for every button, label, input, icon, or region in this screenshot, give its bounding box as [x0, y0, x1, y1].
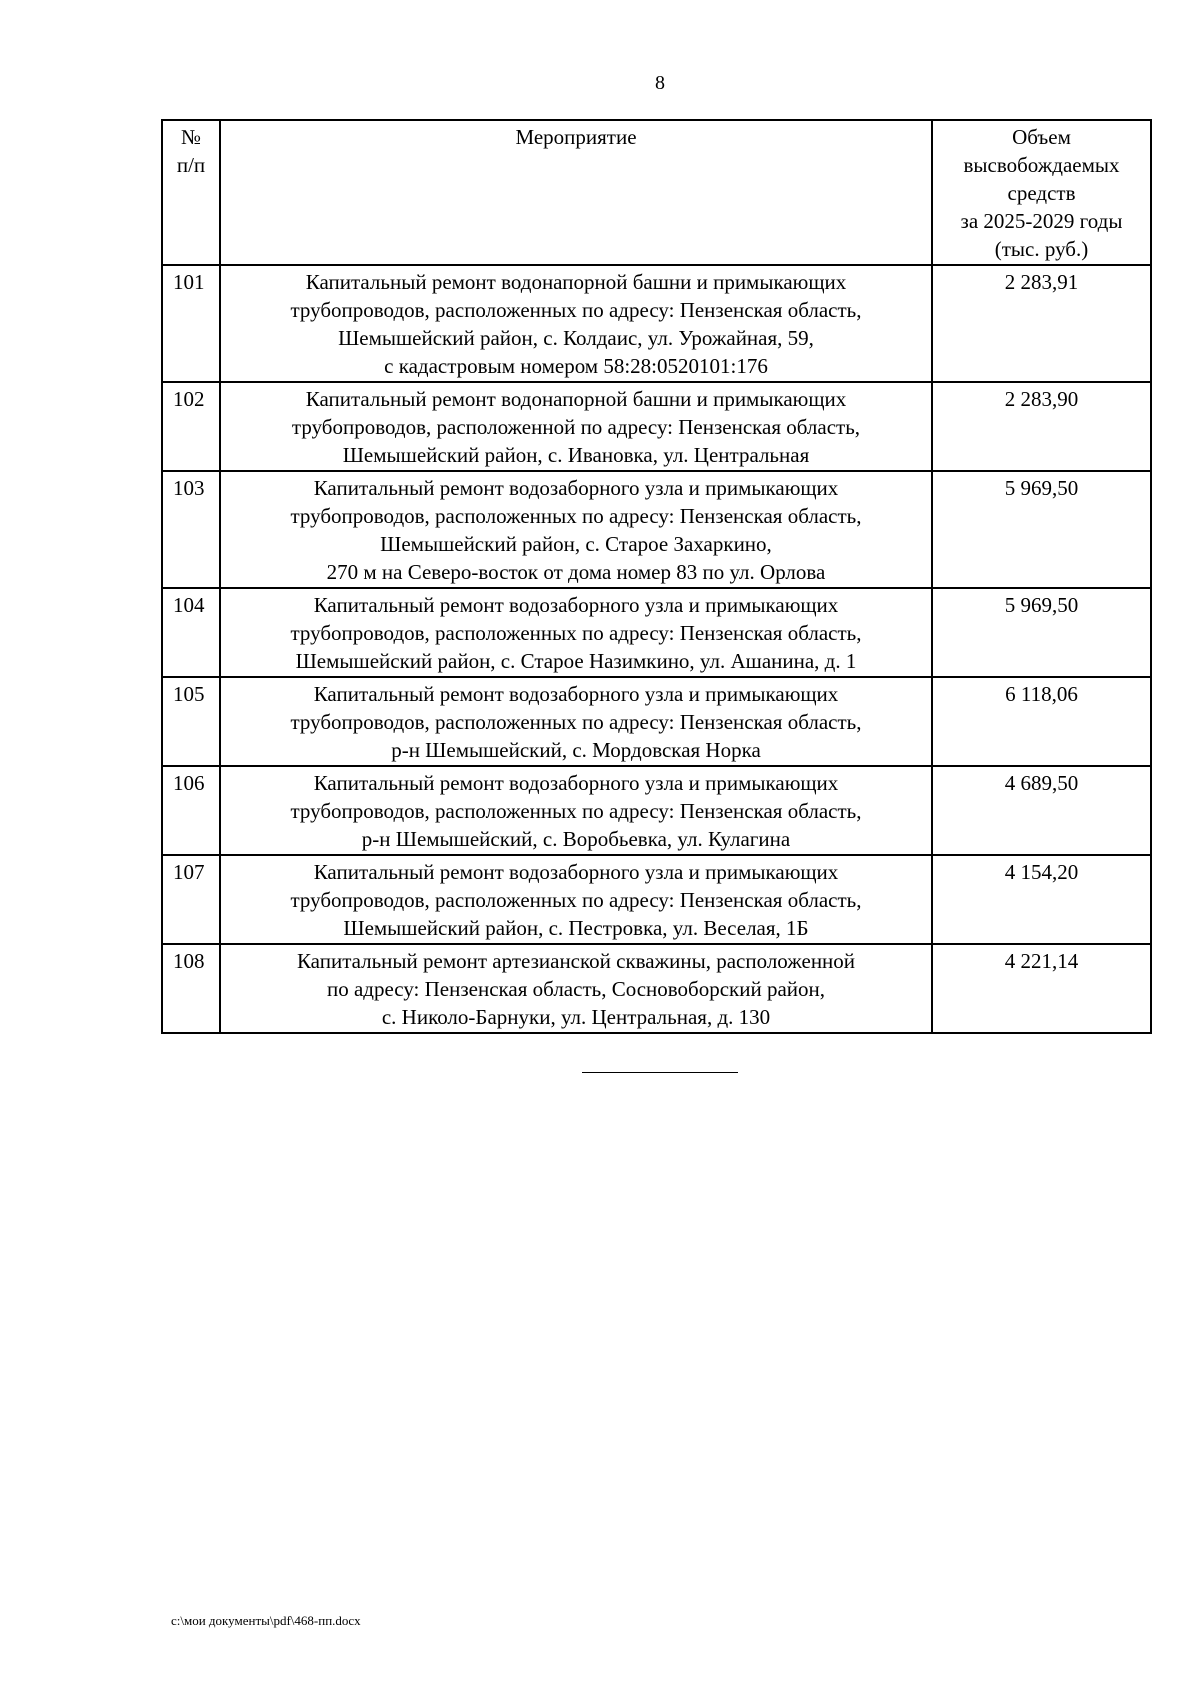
- measure-line: трубопроводов, расположенной по адресу: Пензенская область,: [291, 415, 861, 439]
- row-number: 104: [162, 588, 220, 677]
- header-volume-line: (тыс. руб.): [994, 237, 1089, 261]
- measure-line: Капитальный ремонт водозаборного узла и примыкающих: [313, 593, 839, 617]
- header-measure: Мероприятие: [220, 120, 932, 265]
- table-row: [162, 588, 1151, 677]
- table-row: [162, 855, 1151, 944]
- measure-line: Шемышейский район, с. Ивановка, ул. Центральная: [342, 443, 810, 467]
- measure-line: Шемышейский район, с. Старое Назимкино, ул. Ашанина, д. 1: [295, 649, 857, 673]
- measure-line: Шемышейский район, с. Старое Захаркино,: [380, 532, 772, 556]
- measure-line: Капитальный ремонт водозаборного узла и примыкающих: [313, 771, 839, 795]
- measure-line: р-н Шемышейский, с. Воробьевка, ул. Кулагина: [361, 827, 791, 851]
- measure-line: Капитальный ремонт водозаборного узла и примыкающих: [313, 682, 839, 706]
- measure-line: Капитальный ремонт артезианской скважины, расположенной: [296, 949, 856, 973]
- table-header-row: [162, 120, 1151, 265]
- header-volume: [932, 120, 1151, 265]
- row-volume: 4 221,14: [932, 944, 1151, 1033]
- row-measure: [220, 677, 932, 766]
- measure-line: р-н Шемышейский, с. Мордовская Норка: [391, 738, 761, 762]
- header-number-line: п/п: [176, 153, 206, 177]
- measure-line: с кадастровым номером 58:28:0520101:176: [384, 354, 768, 378]
- row-volume: 5 969,50: [932, 471, 1151, 588]
- measure-line: Шемышейский район, с. Пестровка, ул. Веселая, 1Б: [343, 916, 809, 940]
- row-measure: [220, 265, 932, 382]
- row-measure: [220, 588, 932, 677]
- header-volume-line: Объем: [1012, 125, 1071, 149]
- row-number: 107: [162, 855, 220, 944]
- row-volume: 5 969,50: [932, 588, 1151, 677]
- table-row: [162, 382, 1151, 471]
- page-number: 8: [655, 72, 665, 94]
- table-row: [162, 265, 1151, 382]
- table-row: [162, 471, 1151, 588]
- measure-line: трубопроводов, расположенных по адресу: Пензенская область,: [290, 710, 862, 734]
- measure-line: трубопроводов, расположенных по адресу: Пензенская область,: [290, 799, 862, 823]
- row-measure: [220, 944, 932, 1033]
- measure-line: по адресу: Пензенская область, Сосновоборский район,: [326, 977, 826, 1001]
- measure-line: с. Николо-Барнуки, ул. Центральная, д. 130: [381, 1005, 771, 1029]
- header-volume-line: за 2025-2029 годы: [960, 209, 1123, 233]
- row-volume: 2 283,91: [932, 265, 1151, 382]
- header-number: [162, 120, 220, 265]
- table-row: [162, 677, 1151, 766]
- table-row: [162, 766, 1151, 855]
- footer-file-path: c:\мои документы\pdf\468-пп.docx: [171, 1613, 361, 1628]
- measure-line: Капитальный ремонт водонапорной башни и примыкающих: [305, 270, 847, 294]
- row-measure: [220, 471, 932, 588]
- row-number: 105: [162, 677, 220, 766]
- row-volume: 4 689,50: [932, 766, 1151, 855]
- measure-line: трубопроводов, расположенных по адресу: Пензенская область,: [290, 504, 862, 528]
- measure-line: Шемышейский район, с. Колдаис, ул. Урожайная, 59,: [338, 326, 814, 350]
- header-volume-line: высвобождаемых: [963, 153, 1120, 177]
- row-number: 106: [162, 766, 220, 855]
- measure-line: 270 м на Северо-восток от дома номер 83 по ул. Орлова: [326, 560, 826, 584]
- row-volume: 2 283,90: [932, 382, 1151, 471]
- row-measure: [220, 382, 932, 471]
- closing-divider: [582, 1072, 738, 1073]
- row-number: 102: [162, 382, 220, 471]
- row-measure: [220, 855, 932, 944]
- measure-line: трубопроводов, расположенных по адресу: Пензенская область,: [290, 621, 862, 645]
- measure-line: трубопроводов, расположенных по адресу: Пензенская область,: [290, 888, 862, 912]
- measures-table: [161, 119, 1152, 1034]
- row-number: 108: [162, 944, 220, 1033]
- header-volume-line: средств: [1007, 181, 1076, 205]
- row-volume: 6 118,06: [932, 677, 1151, 766]
- row-number: 103: [162, 471, 220, 588]
- table-row: [162, 944, 1151, 1033]
- measure-line: Капитальный ремонт водозаборного узла и примыкающих: [313, 860, 839, 884]
- measure-line: Капитальный ремонт водонапорной башни и примыкающих: [305, 387, 847, 411]
- row-number: 101: [162, 265, 220, 382]
- header-number-line: №: [180, 125, 202, 149]
- measure-line: трубопроводов, расположенных по адресу: Пензенская область,: [290, 298, 862, 322]
- row-measure: [220, 766, 932, 855]
- row-volume: 4 154,20: [932, 855, 1151, 944]
- measure-line: Капитальный ремонт водозаборного узла и примыкающих: [313, 476, 839, 500]
